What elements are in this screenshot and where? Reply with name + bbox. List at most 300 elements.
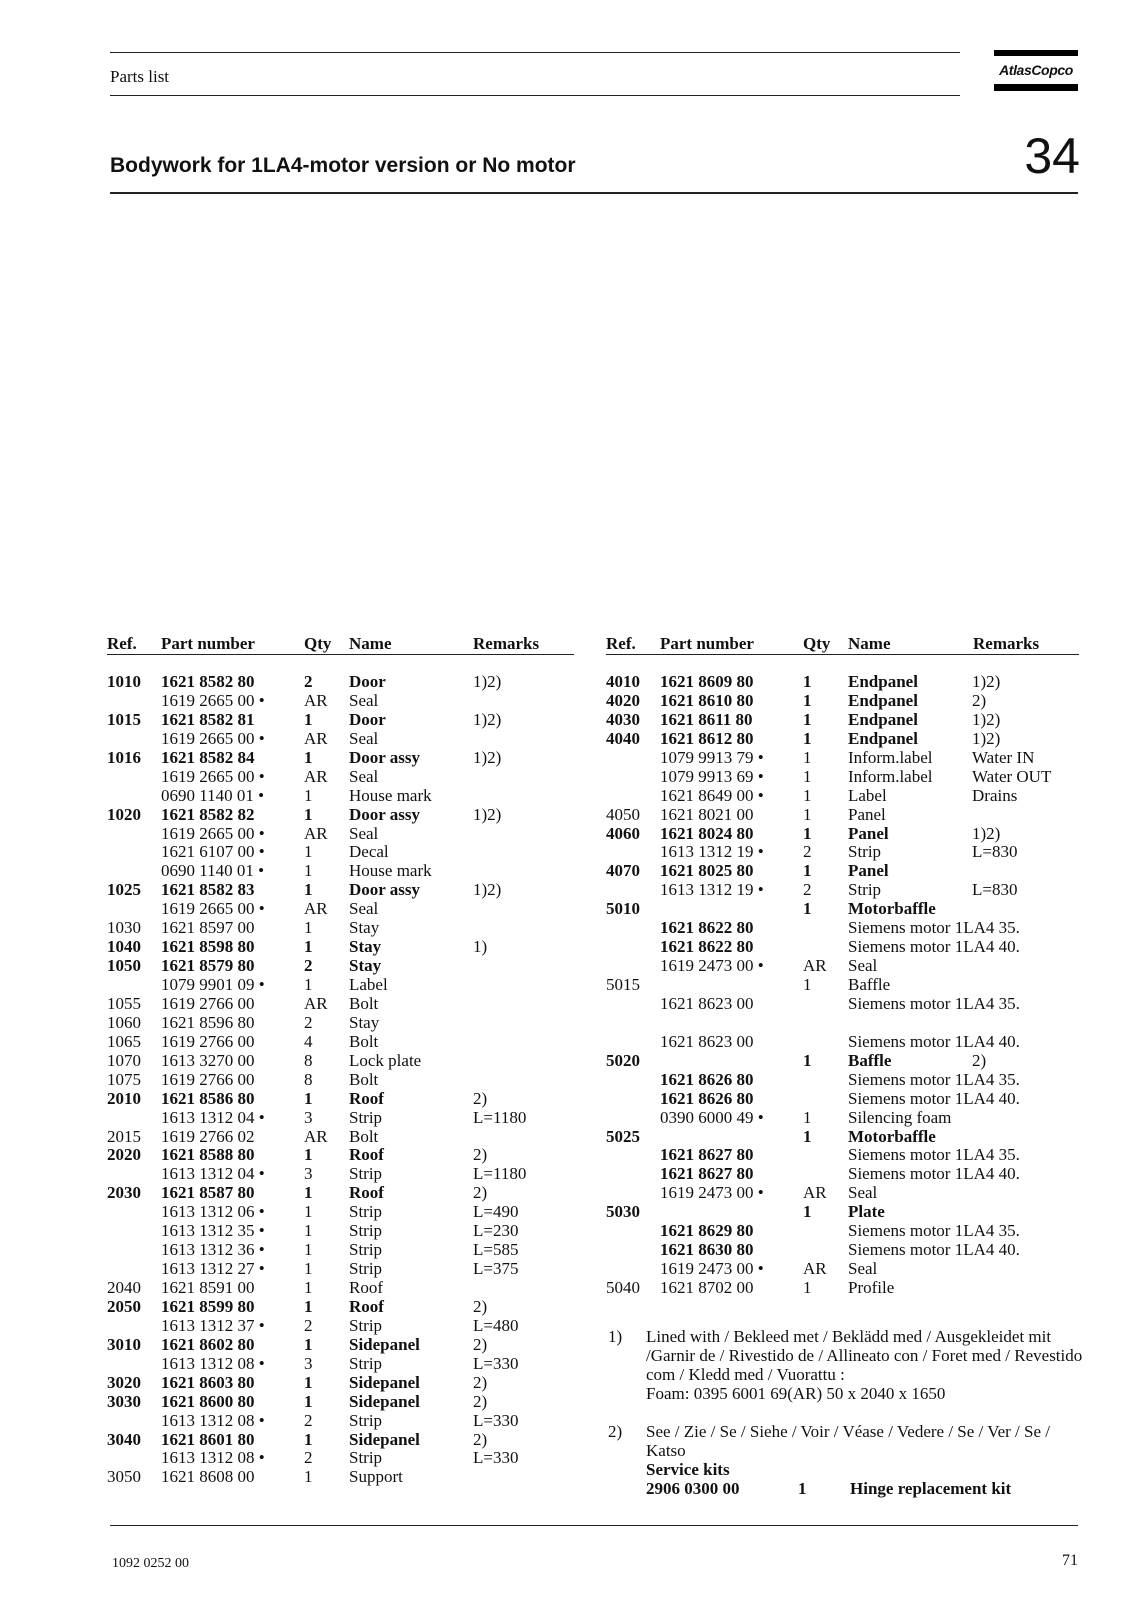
part-ref: 4010: [606, 672, 640, 691]
part-qty: 1: [304, 1467, 313, 1487]
table-row: [606, 1221, 1086, 1240]
part-name: Roof: [349, 1296, 384, 1316]
table-row: [107, 786, 587, 805]
part-number: 1613 1312 37 •: [161, 1315, 265, 1335]
part-number: 0690 1140 01 •: [161, 785, 265, 805]
part-name: Strip: [848, 880, 882, 900]
part-number: 1613 1312 04 •: [161, 1164, 265, 1184]
part-remarks: L=830: [972, 842, 1018, 862]
part-remarks: Water OUT: [972, 766, 1052, 786]
part-qty: AR: [803, 1183, 827, 1203]
part-number: 1621 8609 80: [660, 672, 754, 691]
part-number: 1621 8598 80: [161, 937, 255, 957]
part-ref: 1055: [107, 993, 141, 1013]
table-row: [606, 824, 1086, 843]
part-number: 1079 9913 69 •: [660, 766, 764, 786]
footnotes: [608, 1327, 1088, 1498]
table-row: [107, 1089, 587, 1108]
part-qty: AR: [304, 1126, 328, 1146]
part-name: Endpanel: [848, 709, 918, 729]
part-remarks: L=1180: [473, 1164, 527, 1184]
part-ref: 3010: [107, 1334, 141, 1354]
part-number: 1621 8582 80: [161, 672, 255, 691]
part-ref: 5040: [606, 1278, 640, 1297]
table-row: [606, 729, 1086, 748]
part-ref: 1075: [107, 1069, 141, 1089]
part-name: House mark: [349, 785, 432, 805]
table-row: [606, 672, 1086, 691]
table-row: [606, 1164, 1086, 1183]
part-remarks: 1): [473, 937, 488, 957]
part-name: Endpanel: [848, 728, 918, 748]
part-name: Strip: [349, 1448, 383, 1468]
part-remarks: L=230: [473, 1221, 519, 1241]
table-row: [107, 767, 587, 786]
right-header-remarks: Remarks: [973, 634, 1040, 653]
part-remarks: L=1180: [473, 1107, 527, 1127]
part-qty: 1: [803, 975, 812, 994]
part-qty: 2: [304, 672, 313, 691]
part-remarks: L=375: [473, 1259, 519, 1279]
table-row: [107, 710, 587, 729]
part-remarks: L=490: [473, 1202, 519, 1222]
part-name: Panel: [848, 823, 889, 843]
part-remarks: 2): [473, 1183, 488, 1203]
part-number: 1621 6107 00 •: [161, 842, 265, 862]
table-row: [606, 994, 1086, 1013]
part-name: Door: [349, 672, 386, 691]
part-number: 1621 8623 00: [660, 1031, 754, 1051]
part-qty: 1: [803, 690, 812, 710]
part-qty: 2: [304, 1315, 313, 1335]
part-qty: 3: [304, 1164, 313, 1184]
service-kit-row: [646, 1479, 1088, 1498]
part-number: 1621 8626 80: [660, 1069, 754, 1089]
table-row: [606, 1145, 1086, 1164]
table-row: [606, 899, 1086, 918]
header-bottom-rule: [110, 95, 960, 96]
part-qty: 1: [304, 1334, 313, 1354]
part-qty: 1: [304, 1372, 313, 1392]
note-text: Lined with / Bekleed met / Beklädd med / Ausgekleidet mit /Garnir de / Rivestido de / Allineato con / Foret med / Revestido com / Kledd med / Vuorattu :: [646, 1327, 1083, 1384]
part-ref: 4060: [606, 823, 640, 843]
part-name: Endpanel: [848, 672, 918, 691]
part-number: 1621 8626 80: [660, 1088, 754, 1108]
part-qty: AR: [304, 728, 328, 748]
part-name: Strip: [349, 1259, 383, 1279]
part-name: Sidepanel: [349, 1429, 420, 1449]
left-header-qty: Qty: [304, 634, 332, 653]
part-ref: 1030: [107, 918, 141, 938]
part-name: Roof: [349, 1088, 384, 1108]
service-kits-heading: Service kits: [646, 1460, 730, 1479]
right-header-qty: Qty: [803, 634, 831, 653]
part-qty: 1: [803, 1278, 812, 1297]
left-header-ref: Ref.: [107, 634, 137, 653]
table-row: [606, 956, 1086, 975]
part-number: 1621 8600 80: [161, 1391, 255, 1411]
part-name: Stay: [349, 956, 382, 976]
part-qty: 2: [304, 956, 313, 976]
part-ref: 3020: [107, 1372, 141, 1392]
part-number: 1619 2766 00: [161, 993, 255, 1013]
part-name: Bolt: [349, 1126, 379, 1146]
table-row: [107, 1354, 587, 1373]
part-remarks: 1)2): [972, 823, 1001, 843]
part-name: Plate: [848, 1202, 885, 1222]
part-qty: 1: [304, 1240, 313, 1260]
part-number: 1619 2766 00: [161, 1031, 255, 1051]
part-qty: 1: [304, 1202, 313, 1222]
part-name: Siemens motor 1LA4 35.: [848, 1221, 1020, 1241]
table-row: [606, 767, 1086, 786]
part-qty: 1: [304, 880, 313, 900]
part-qty: 1: [304, 804, 313, 824]
right-header-part: Part number: [660, 634, 754, 653]
table-row: [107, 1373, 587, 1392]
part-name: Inform.label: [848, 766, 933, 786]
part-name: Panel: [848, 804, 886, 824]
part-qty: 1: [304, 709, 313, 729]
part-name: Door assy: [349, 747, 420, 767]
part-qty: 2: [304, 1410, 313, 1430]
part-ref: 1040: [107, 937, 141, 957]
part-qty: 1: [304, 975, 313, 994]
table-row: [107, 1127, 587, 1146]
part-name: Seal: [349, 728, 379, 748]
part-number: 1079 9901 09 •: [161, 975, 265, 994]
part-number: 1621 8596 80: [161, 1012, 255, 1032]
page-title: Bodywork for 1LA4-motor version or No motor: [110, 154, 576, 177]
part-remarks: 2): [473, 1391, 488, 1411]
part-number: 1613 1312 06 •: [161, 1202, 265, 1222]
section-number: 34: [1024, 128, 1080, 184]
part-qty: AR: [304, 823, 328, 843]
table-row: [107, 1164, 587, 1183]
part-ref: 4030: [606, 709, 640, 729]
part-remarks: 2): [473, 1088, 488, 1108]
part-qty: 2: [304, 1448, 313, 1468]
document-number: 1092 0252 00: [112, 1556, 189, 1571]
part-name: Seal: [349, 899, 379, 919]
table-row: [107, 1316, 587, 1335]
part-number: 1619 2766 00: [161, 1069, 255, 1089]
part-name: Sidepanel: [349, 1391, 420, 1411]
part-number: 1613 1312 19 •: [660, 842, 764, 862]
part-qty: 1: [304, 1145, 313, 1165]
table-row: [107, 918, 587, 937]
table-row: [107, 994, 587, 1013]
part-remarks: L=480: [473, 1315, 519, 1335]
part-number: 1621 8021 00: [660, 804, 754, 824]
part-qty: 2: [803, 842, 812, 862]
part-name: Label: [848, 785, 887, 805]
part-qty: AR: [803, 956, 827, 976]
part-remarks: 2): [972, 1050, 987, 1070]
part-remarks: 1)2): [473, 880, 502, 900]
part-qty: 1: [304, 1429, 313, 1449]
part-ref: 2030: [107, 1183, 141, 1203]
table-row: [107, 1392, 587, 1411]
part-qty: 1: [803, 672, 812, 691]
part-number: 1619 2665 00 •: [161, 690, 265, 710]
part-name: Endpanel: [848, 690, 918, 710]
part-number: 1621 8629 80: [660, 1221, 754, 1241]
part-name: Inform.label: [848, 747, 933, 767]
part-qty: 1: [304, 1391, 313, 1411]
part-qty: 1: [304, 747, 313, 767]
table-row: [606, 1089, 1086, 1108]
part-remarks: 2): [473, 1334, 488, 1354]
table-row: [107, 1278, 587, 1297]
part-number: 1619 2665 00 •: [161, 899, 265, 919]
part-number: 1621 8627 80: [660, 1164, 754, 1184]
table-row: [606, 1108, 1086, 1127]
table-row: [107, 805, 587, 824]
part-qty: 1: [304, 1296, 313, 1316]
part-qty: 1: [803, 823, 812, 843]
part-remarks: 1)2): [972, 672, 1001, 691]
part-name: Siemens motor 1LA4 40.: [848, 937, 1020, 957]
part-number: 1621 8582 84: [161, 747, 255, 767]
left-header-part: Part number: [161, 634, 255, 653]
part-name: Bolt: [349, 1069, 379, 1089]
part-number: 1613 1312 08 •: [161, 1353, 265, 1373]
part-ref: 5025: [606, 1126, 640, 1146]
part-ref: 4050: [606, 804, 640, 824]
part-name: Strip: [848, 842, 882, 862]
table-row: [107, 1221, 587, 1240]
part-name: Strip: [349, 1353, 383, 1373]
table-row: [107, 1032, 587, 1051]
part-number: 1621 8579 80: [161, 956, 255, 976]
part-remarks: 2): [473, 1372, 488, 1392]
table-row: [606, 937, 1086, 956]
part-qty: AR: [304, 690, 328, 710]
part-remarks: L=330: [473, 1353, 519, 1373]
part-qty: AR: [304, 993, 328, 1013]
part-ref: 1025: [107, 880, 141, 900]
part-qty: 2: [304, 1012, 313, 1032]
part-number: 1621 8602 80: [161, 1334, 255, 1354]
part-name: Silencing foam: [848, 1107, 952, 1127]
part-ref: 1015: [107, 709, 141, 729]
table-row: [606, 1202, 1086, 1221]
part-name: Label: [349, 975, 388, 994]
section-label: Parts list: [110, 67, 170, 86]
part-name: Siemens motor 1LA4 35.: [848, 993, 1020, 1013]
part-number: 1621 8649 00 •: [660, 785, 764, 805]
part-remarks: 2): [972, 690, 987, 710]
part-qty: 1: [304, 785, 313, 805]
part-ref: 2050: [107, 1296, 141, 1316]
part-name: Baffle: [848, 975, 891, 994]
part-name: Seal: [848, 1183, 878, 1203]
part-qty: 1: [304, 861, 313, 881]
part-name: Seal: [848, 1259, 878, 1279]
table-row: [606, 880, 1086, 899]
table-row: [606, 861, 1086, 880]
part-number: 1621 8591 00: [161, 1278, 255, 1297]
part-name: Roof: [349, 1145, 384, 1165]
part-name: Door assy: [349, 804, 420, 824]
part-qty: 1: [803, 728, 812, 748]
part-number: 0390 6000 49 •: [660, 1107, 764, 1127]
part-qty: 1: [304, 1088, 313, 1108]
part-qty: AR: [304, 899, 328, 919]
note-number: 2): [608, 1422, 623, 1441]
note-extra: Foam: 0395 6001 69(AR) 50 x 2040 x 1650: [646, 1384, 946, 1403]
part-qty: 8: [304, 1069, 313, 1089]
part-name: Sidepanel: [349, 1334, 420, 1354]
part-qty: 8: [304, 1050, 313, 1070]
part-name: Strip: [349, 1410, 383, 1430]
table-row: [606, 1240, 1086, 1259]
part-number: 1621 8623 00: [660, 993, 754, 1013]
table-row: [606, 805, 1086, 824]
table-row: [606, 691, 1086, 710]
atlas-copco-logo: [994, 50, 1078, 92]
part-qty: 1: [304, 842, 313, 862]
footer-rule: [110, 1525, 1078, 1526]
table-row: [107, 1411, 587, 1430]
table-row: [606, 1051, 1086, 1070]
part-number: 0690 1140 01 •: [161, 861, 265, 881]
part-name: Seal: [349, 766, 379, 786]
part-qty: 1: [803, 766, 812, 786]
kit-name: Hinge replacement kit: [850, 1479, 1012, 1498]
part-remarks: L=830: [972, 880, 1018, 900]
part-number: 1079 9913 79 •: [660, 747, 764, 767]
part-qty: 1: [304, 1183, 313, 1203]
table-row: [606, 1032, 1086, 1051]
part-ref: 2015: [107, 1126, 141, 1146]
part-name: Siemens motor 1LA4 40.: [848, 1164, 1020, 1184]
part-qty: 1: [803, 861, 812, 881]
part-remarks: 1)2): [972, 709, 1001, 729]
part-number: 1621 8597 00: [161, 918, 255, 938]
part-ref: 1060: [107, 1012, 141, 1032]
table-row: [606, 975, 1086, 994]
table-row: [107, 1070, 587, 1089]
part-number: 1621 8608 00: [161, 1467, 255, 1487]
part-number: 1621 8601 80: [161, 1429, 255, 1449]
part-number: 1613 3270 00: [161, 1050, 255, 1070]
part-name: Seal: [848, 956, 878, 976]
kit-qty: 1: [798, 1479, 807, 1498]
part-remarks: L=330: [473, 1410, 519, 1430]
part-name: Profile: [848, 1278, 895, 1297]
part-name: Stay: [349, 937, 382, 957]
table-row: [107, 1335, 587, 1354]
title-rule: [110, 192, 1078, 194]
part-ref: 1065: [107, 1031, 141, 1051]
part-name: Seal: [349, 690, 379, 710]
part-name: Strip: [349, 1315, 383, 1335]
part-name: Roof: [349, 1278, 383, 1297]
part-name: Panel: [848, 861, 889, 881]
table-row: [606, 1127, 1086, 1146]
part-qty: AR: [803, 1259, 827, 1279]
part-number: 1621 8586 80: [161, 1088, 255, 1108]
left-parts-table: [107, 672, 587, 1486]
part-number: 1621 8611 80: [660, 709, 753, 729]
part-number: 1613 1312 27 •: [161, 1259, 265, 1279]
part-qty: 1: [304, 1259, 313, 1279]
table-row: [606, 748, 1086, 767]
part-qty: 1: [803, 1107, 812, 1127]
part-qty: 1: [803, 899, 812, 919]
part-name: Roof: [349, 1183, 384, 1203]
part-name: Strip: [349, 1164, 383, 1184]
part-name: Door assy: [349, 880, 420, 900]
part-qty: 1: [803, 1202, 812, 1222]
part-number: 1621 8622 80: [660, 937, 754, 957]
part-qty: 3: [304, 1107, 313, 1127]
table-row: [606, 1183, 1086, 1202]
table-row: [107, 1183, 587, 1202]
part-number: 1621 8599 80: [161, 1296, 255, 1316]
part-ref: 5030: [606, 1202, 640, 1222]
part-name: Seal: [349, 823, 379, 843]
part-name: Siemens motor 1LA4 40.: [848, 1031, 1020, 1051]
part-ref: 1020: [107, 804, 141, 824]
table-row: [606, 786, 1086, 805]
part-number: 1619 2665 00 •: [161, 766, 265, 786]
table-row: [107, 1240, 587, 1259]
part-name: Strip: [349, 1202, 383, 1222]
table-row: [107, 672, 587, 691]
table-row: [107, 1202, 587, 1221]
left-header-rule: [107, 654, 574, 655]
left-header-name: Name: [349, 634, 392, 653]
table-row: [107, 956, 587, 975]
part-ref: 2010: [107, 1088, 141, 1108]
part-number: 1613 1312 08 •: [161, 1410, 265, 1430]
table-row: [107, 1145, 587, 1164]
part-qty: 3: [304, 1353, 313, 1373]
part-number: 1621 8612 80: [660, 728, 754, 748]
part-qty: 1: [304, 918, 313, 938]
part-qty: 1: [803, 1050, 812, 1070]
right-header-name: Name: [848, 634, 891, 653]
part-name: Siemens motor 1LA4 40.: [848, 1088, 1020, 1108]
part-number: 1621 8702 00: [660, 1278, 754, 1297]
table-row: [107, 1051, 587, 1070]
part-qty: 2: [803, 880, 812, 900]
part-name: Siemens motor 1LA4 35.: [848, 1069, 1020, 1089]
part-remarks: 1)2): [972, 728, 1001, 748]
part-name: Siemens motor 1LA4 40.: [848, 1240, 1020, 1260]
part-number: 1613 1312 08 •: [161, 1448, 265, 1468]
part-number: 1621 8603 80: [161, 1372, 255, 1392]
part-number: 1621 8587 80: [161, 1183, 255, 1203]
note-1: [608, 1327, 1088, 1403]
table-row: [107, 1013, 587, 1032]
part-ref: 5020: [606, 1050, 640, 1070]
table-row: [107, 1259, 587, 1278]
part-ref: 1016: [107, 747, 141, 767]
part-remarks: 2): [473, 1429, 488, 1449]
part-remarks: 1)2): [473, 709, 502, 729]
part-name: Lock plate: [349, 1050, 422, 1070]
part-number: 1619 2473 00 •: [660, 956, 764, 976]
part-name: Bolt: [349, 993, 379, 1013]
kit-part-number: 2906 0300 00: [646, 1479, 740, 1498]
part-number: 1621 8024 80: [660, 823, 754, 843]
part-remarks: Drains: [972, 785, 1018, 805]
part-name: Baffle: [848, 1050, 892, 1070]
